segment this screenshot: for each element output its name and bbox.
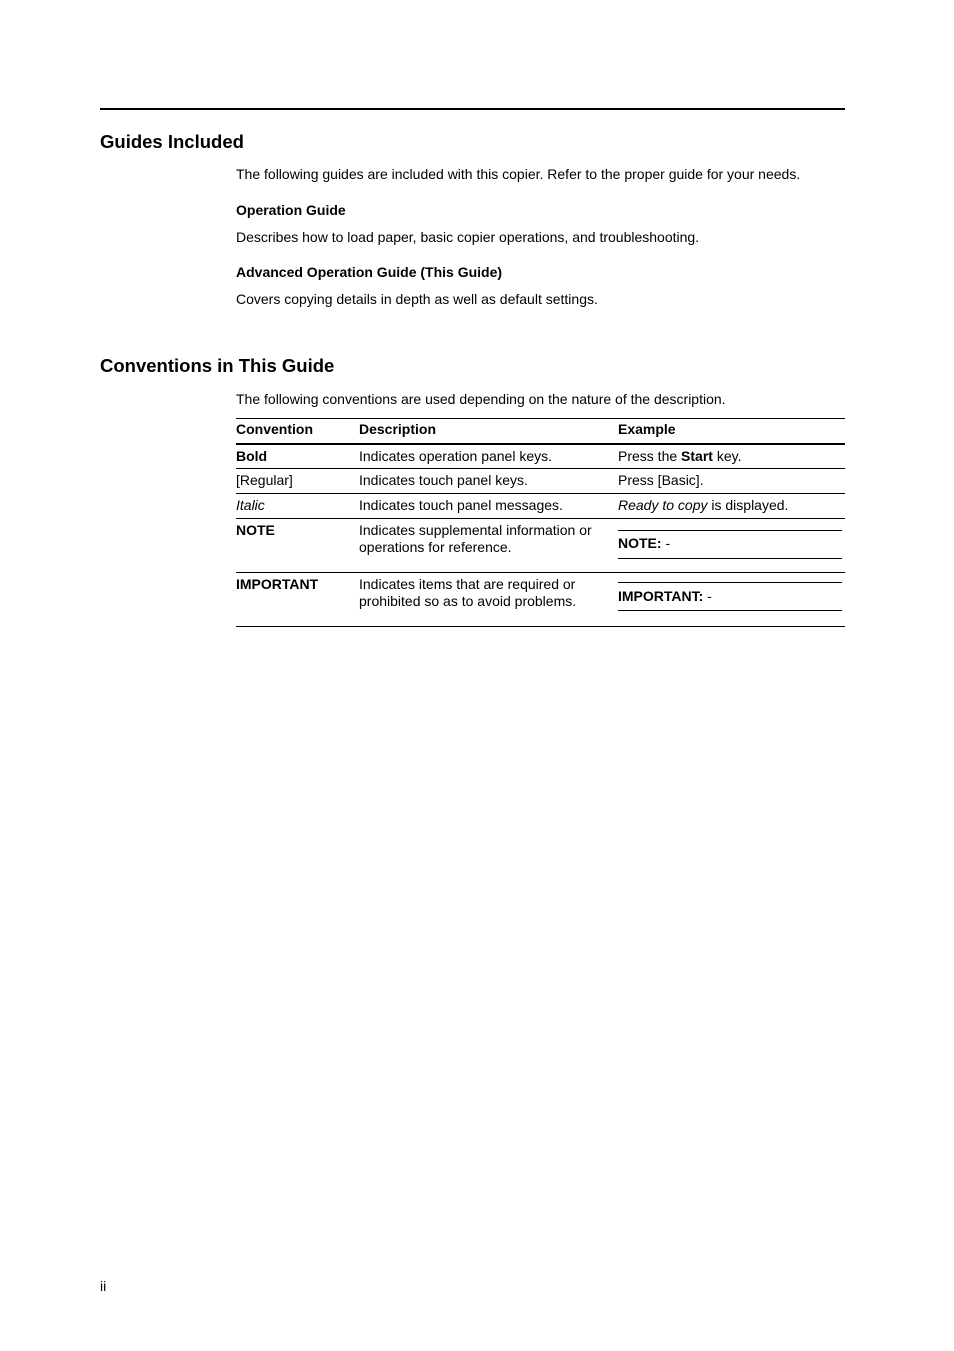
divider xyxy=(618,530,842,531)
example-cell xyxy=(618,573,845,627)
header-convention: Convention xyxy=(236,421,313,437)
important-label: IMPORTANT: xyxy=(618,588,704,604)
guide-name-advanced: Advanced Operation Guide (This Guide) xyxy=(236,264,503,280)
guides-included-heading: Guides Included xyxy=(100,131,244,152)
description-cell: Indicates operation panel keys. xyxy=(359,447,553,464)
example-text: - xyxy=(703,588,712,604)
description-cell: Indicates items that are required or prohibited so as to avoid problems. xyxy=(359,576,577,609)
guide-description-advanced: Covers copying details in depth as well as default settings. xyxy=(236,291,598,307)
divider xyxy=(618,558,842,559)
example-em: Ready to copy xyxy=(618,497,708,513)
guide-name-operation: Operation Guide xyxy=(236,202,346,218)
header-example: Example xyxy=(618,421,676,437)
top-rule xyxy=(100,108,845,110)
description-cell: Indicates supplemental information or operations for reference. xyxy=(359,522,592,555)
convention-cell: NOTE xyxy=(236,522,275,538)
table-header-row xyxy=(236,419,845,444)
description-cell: Indicates touch panel keys. xyxy=(359,472,528,488)
divider xyxy=(618,582,842,583)
guide-description-operation: Describes how to load paper, basic copier operations, and troubleshooting. xyxy=(236,229,700,245)
example-text: key. xyxy=(712,447,742,464)
example-text: - xyxy=(661,535,671,551)
table-row xyxy=(236,469,845,494)
note-example-box xyxy=(618,522,845,572)
description-cell: Indicates touch panel messages. xyxy=(359,497,563,513)
convention-cell: IMPORTANT xyxy=(236,576,319,592)
guides-intro: The following guides are included with this copier. Refer to the proper guide for your needs. xyxy=(236,166,801,182)
header-description: Description xyxy=(359,421,437,437)
example-strong: Start xyxy=(681,447,713,464)
example-cell xyxy=(618,444,845,469)
divider xyxy=(618,610,842,611)
conventions-heading: Conventions in This Guide xyxy=(100,355,335,376)
page-number: ii xyxy=(100,1278,107,1294)
note-label: NOTE: xyxy=(618,535,662,551)
convention-cell: Bold xyxy=(236,447,268,464)
conventions-intro: The following conventions are used depending on the nature of the description. xyxy=(236,391,726,407)
example-cell xyxy=(618,519,845,573)
example-cell xyxy=(618,494,845,519)
table-row xyxy=(236,573,845,627)
convention-cell: Italic xyxy=(236,497,265,513)
convention-cell: [Regular] xyxy=(236,472,293,488)
important-example-box xyxy=(618,576,845,626)
example-cell: Press [Basic]. xyxy=(618,472,704,488)
conventions-table xyxy=(236,418,845,627)
example-text: Press the xyxy=(618,447,682,464)
example-text: is displayed. xyxy=(707,497,789,513)
table-row xyxy=(236,519,845,573)
table-row xyxy=(236,444,845,469)
table-row xyxy=(236,494,845,519)
